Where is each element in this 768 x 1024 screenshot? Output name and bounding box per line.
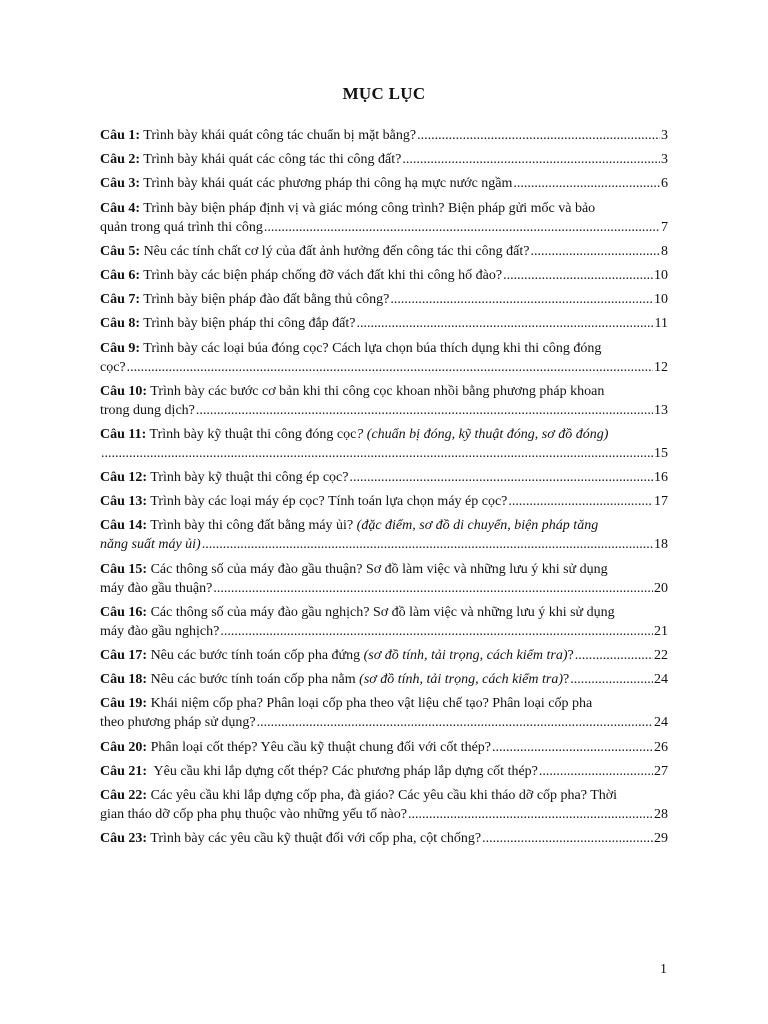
entry-text: Trình bày biện pháp thi công đắp đất? [140,316,356,332]
entry-text: trong dung dịch? [100,402,195,418]
entry-text-italic: (sơ đồ tính, tải trọng, cách kiểm tra) [363,648,568,663]
entry-page: 12 [654,359,668,375]
toc-entry[interactable] [100,126,668,145]
dot-leader [492,738,653,757]
entry-text-line1: Các thông số của máy đào gầu nghịch? Sơ đồ làm việc và những lưu ý khi sử dụng [147,604,615,620]
entry-number: Câu 21: [100,763,148,779]
page-number: 1 [660,962,667,977]
entry-text: máy đào gầu thuận? [100,580,213,596]
entry-text-italic: (đặc điểm, sơ đồ di chuyển, biện pháp tăng [356,518,599,534]
entry-text-italic: ? (chuẩn bị đóng, kỹ thuật đóng, sơ đồ đóng) [356,426,609,442]
entry-text: máy đào gầu nghịch? [100,623,220,639]
toc-entry[interactable] [100,382,668,420]
entry-page: 13 [654,402,668,418]
entry-page: 10 [654,292,668,308]
dot-leader [530,242,660,261]
entry-page: 15 [654,445,668,461]
entry-text-line1: Trình bày các bước cơ bản khi thi công cọc khoan nhồi bằng phương pháp khoan [147,383,605,399]
entry-text: Trình bày các loại máy ép cọc? Tính toán lựa chọn máy ép cọc? [147,494,508,510]
toc-entry[interactable] [100,492,668,511]
dot-leader [482,829,653,848]
dot-leader [101,444,653,463]
entry-number: Câu 6: [100,267,141,283]
dot-leader [402,150,660,169]
entry-number: Câu 19: [100,696,148,712]
dot-leader [196,401,653,420]
entry-page: 7 [661,219,668,235]
toc-entry[interactable] [100,603,668,641]
entry-text: Nêu các tính chất cơ lý của đất ảnh hưởng đến công tác thi công đất? [140,243,530,259]
entry-text-line1: Trình bày thi công đất bằng máy ủi? [147,518,357,534]
entry-page: 6 [661,176,668,192]
dot-leader [570,670,653,689]
entry-text: gian tháo dỡ cốp pha phụ thuộc vào những yếu tố nào? [100,806,407,822]
entry-text-after: ? [563,672,570,688]
toc-entry[interactable] [100,314,668,333]
toc-entry[interactable] [100,646,668,665]
table-of-contents [100,126,668,853]
dot-leader [539,762,653,781]
toc-entry[interactable] [100,516,668,554]
entry-number: Câu 9: [100,340,141,356]
entry-page: 22 [654,648,668,663]
entry-text-line1: Các yêu cầu khi lắp dựng cốp pha, đà giáo? Các yêu cầu khi tháo dỡ cốp pha? Thời [147,787,618,803]
entry-text: Trình bày biện pháp đào đất bằng thủ công? [140,292,390,308]
toc-entry[interactable] [100,266,668,285]
dot-leader [513,174,660,193]
entry-text: Trình bày khái quát công tác chuẩn bị mặt bằng? [140,128,417,143]
dot-leader [356,314,653,333]
dot-leader [220,622,653,641]
entry-number: Câu 2: [100,152,141,168]
entry-number: Câu 4: [100,200,141,216]
entry-page: 11 [654,316,668,332]
entry-number: Câu 3: [100,176,141,192]
entry-number: Câu 15: [100,561,148,577]
dot-leader [417,126,660,145]
dot-leader [127,358,653,377]
toc-entry[interactable] [100,560,668,598]
entry-text-line1: Khái niệm cốp pha? Phân loại cốp pha theo vật liệu chế tạo? Phân loại cốp pha [147,696,593,712]
dot-leader [264,218,660,237]
dot-leader [390,290,653,309]
entry-text: Nêu các bước tính toán cốp pha đứng [147,648,364,663]
entry-number: Câu 11: [100,426,147,442]
dot-leader [349,468,653,487]
entry-text-italic: (sơ đồ tính, tải trọng, cách kiểm tra) [359,672,563,688]
entry-text: Trình bày khái quát các phương pháp thi công hạ mực nước ngầm [140,176,513,192]
toc-entry[interactable] [100,468,668,487]
entry-text-line1: Trình bày biện pháp định vị và giác móng công trình? Biện pháp gửi mốc và bảo [140,200,596,216]
toc-entry[interactable] [100,762,668,781]
toc-entry[interactable] [100,199,668,237]
entry-text-line1: Các thông số của máy đào gầu thuận? Sơ đồ làm việc và những lưu ý khi sử dụng [147,561,608,577]
entry-text: cọc? [100,359,126,375]
entry-text-after: ? [567,648,574,663]
entry-page: 16 [654,470,668,486]
page-title: MỤC LỤC [342,84,426,103]
dot-leader [202,535,653,554]
entry-number: Câu 18: [100,672,148,688]
toc-entry[interactable] [100,738,668,757]
entry-number: Câu 14: [100,518,148,534]
entry-page: 24 [654,715,668,731]
toc-entry[interactable] [100,829,668,848]
toc-entry[interactable] [100,670,668,689]
entry-number: Câu 8: [100,316,141,332]
entry-number: Câu 13: [100,494,148,510]
entry-text: Trình bày các yêu cầu kỹ thuật đối với cốp pha, cột chống? [147,831,482,847]
entry-page: 17 [654,494,668,510]
entry-number: Câu 17: [100,648,148,663]
entry-text-italic: năng suất máy ủi) [100,537,201,553]
entry-text: Trình bày các biện pháp chống đỡ vách đất khi thi công hố đào? [140,267,503,283]
toc-entry[interactable] [100,786,668,824]
entry-page: 20 [654,580,668,596]
toc-entry[interactable] [100,150,668,169]
entry-number: Câu 12: [100,470,148,486]
entry-number: Câu 10: [100,383,148,399]
entry-text-line1: Trình bày các loại búa đóng cọc? Cách lựa chọn búa thích dụng khi thi công đóng [140,340,602,356]
entry-text: Nêu các bước tính toán cốp pha nằm [147,672,360,688]
entry-text: quản trong quá trình thi công [100,219,263,235]
toc-entry[interactable] [100,174,668,193]
dot-leader [575,646,653,665]
dot-leader [213,579,653,598]
entry-number: Câu 20: [100,739,148,755]
dot-leader [503,266,653,285]
entry-number: Câu 1: [100,128,141,143]
entry-number: Câu 16: [100,604,148,620]
entry-page: 28 [654,806,668,822]
entry-text: Trình bày kỹ thuật thi công ép cọc? [147,470,349,486]
dot-leader [257,713,653,732]
toc-entry[interactable] [100,242,668,261]
entry-number: Câu 22: [100,787,148,803]
entry-page: 18 [654,537,668,553]
entry-text-line1: Trình bày kỹ thuật thi công đóng cọc [146,426,357,442]
entry-page: 26 [654,739,668,755]
toc-entry[interactable] [100,339,668,377]
toc-entry[interactable] [100,425,668,463]
entry-page: 29 [654,831,668,847]
entry-page: 3 [661,128,668,143]
entry-text: Yêu cầu khi lắp dựng cốt thép? Các phương pháp lắp dựng cốt thép? [147,763,538,779]
entry-page: 21 [654,623,668,639]
entry-text: theo phương pháp sử dụng? [100,715,256,731]
entry-page: 8 [661,243,668,259]
toc-entry[interactable] [100,694,668,732]
entry-text: Trình bày khái quát các công tác thi công đất? [140,152,402,168]
dot-leader [508,492,653,511]
entry-number: Câu 7: [100,292,141,308]
dot-leader [408,805,653,824]
entry-number: Câu 23: [100,831,148,847]
entry-page: 10 [654,267,668,283]
entry-number: Câu 5: [100,243,141,259]
entry-page: 24 [654,672,668,688]
entry-page: 3 [661,152,668,168]
entry-text: Phân loại cốt thép? Yêu cầu kỹ thuật chung đối với cốt thép? [147,739,492,755]
entry-page: 27 [654,763,668,779]
toc-entry[interactable] [100,290,668,309]
